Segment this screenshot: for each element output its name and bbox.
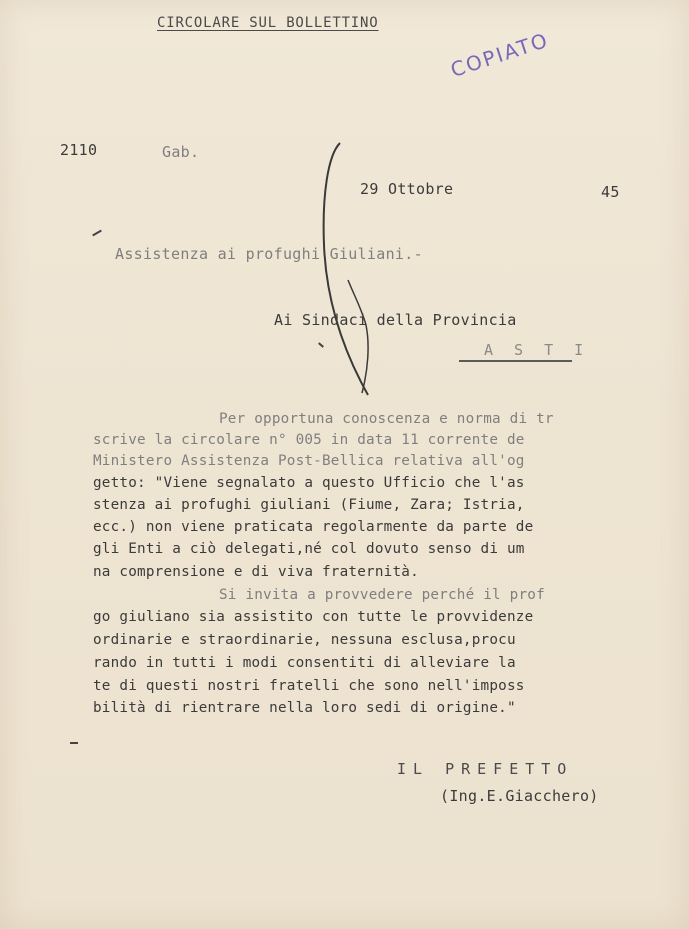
document-year: 45 bbox=[601, 183, 620, 201]
body-line: ordinarie e straordinarie, nessuna esclusa,procu bbox=[93, 632, 516, 648]
signature-title: IL PREFETTO bbox=[397, 760, 574, 778]
protocol-number: 2110 bbox=[60, 141, 98, 159]
handwritten-bracket bbox=[310, 135, 400, 405]
subject-line: Assistenza ai profughi Giuliani.- bbox=[115, 245, 423, 263]
place-underline bbox=[459, 360, 572, 362]
body-line: na comprensione e di viva fraternità. bbox=[93, 564, 419, 580]
body-line: Ministero Assistenza Post-Bellica relativa all'og bbox=[93, 453, 525, 469]
pen-mark bbox=[92, 230, 102, 237]
body-line: bilità di rientrare nella loro sedi di origine." bbox=[93, 700, 516, 716]
body-line: go giuliano sia assistito con tutte le provvidenze bbox=[93, 609, 534, 625]
document-date: 29 Ottobre bbox=[360, 180, 454, 198]
body-line: stenza ai profughi giuliani (Fiume, Zara; Istria, bbox=[93, 497, 525, 513]
body-line: gli Enti a ciò delegati,né col dovuto senso di um bbox=[93, 541, 525, 557]
body-line: ecc.) non viene praticata regolarmente da parte de bbox=[93, 519, 534, 535]
pen-mark bbox=[70, 742, 78, 744]
body-line: rando in tutti i modi consentiti di alleviare la bbox=[93, 655, 516, 671]
body-line: te di questi nostri fratelli che sono nell'imposs bbox=[93, 678, 525, 694]
signature-name: (Ing.E.Giacchero) bbox=[440, 787, 599, 805]
body-line: scrive la circolare n° 005 in data 11 corrente de bbox=[93, 432, 525, 448]
office-label: Gab. bbox=[162, 143, 200, 161]
body-line: getto: "Viene segnalato a questo Ufficio che l'as bbox=[93, 475, 525, 491]
recipient-line: Ai Sindaci della Provincia bbox=[274, 311, 517, 329]
header-title: CIRCOLARE SUL BOLLETTINO bbox=[157, 15, 379, 31]
body-line: Per opportuna conoscenza e norma di tr bbox=[219, 411, 554, 427]
copiato-stamp: COPIATO bbox=[447, 27, 552, 82]
recipient-place: A S T I bbox=[484, 341, 590, 359]
body-line: Si invita a provvedere perché il prof bbox=[219, 587, 545, 603]
